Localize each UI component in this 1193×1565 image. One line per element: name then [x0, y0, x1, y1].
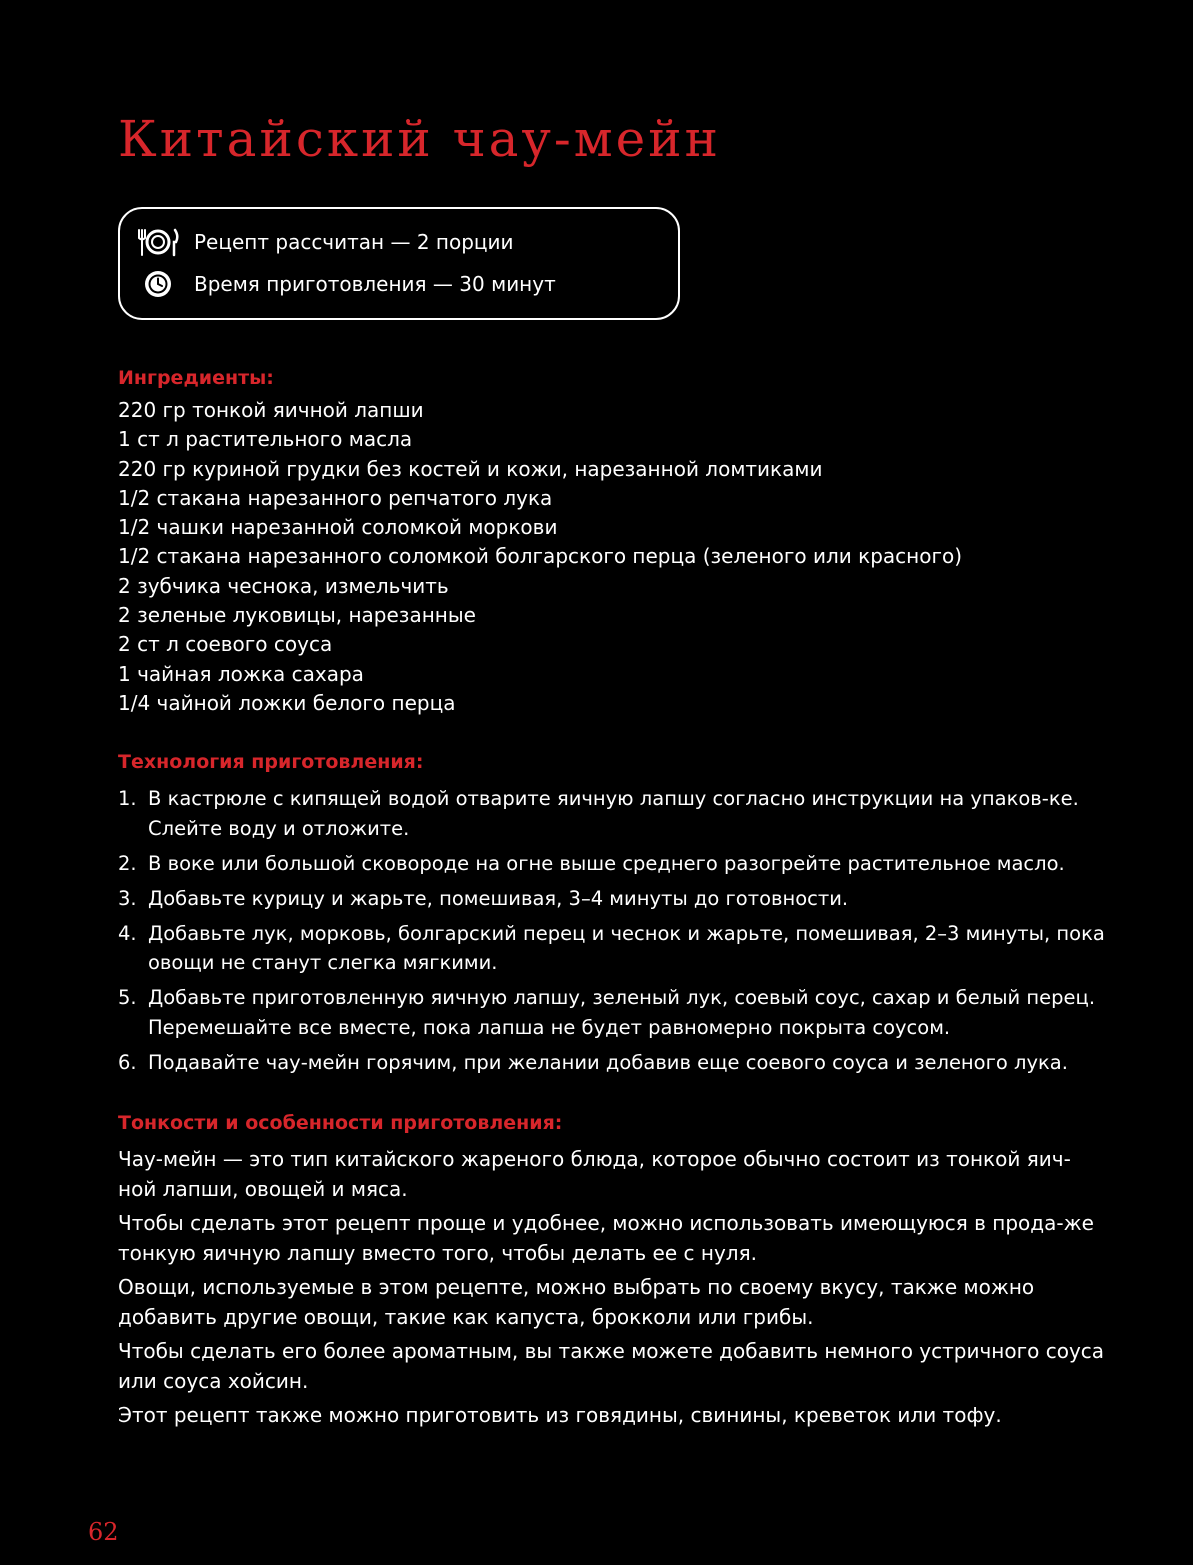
servings-text: Рецепт рассчитан — 2 порции	[194, 230, 514, 254]
servings-row	[134, 226, 514, 258]
step-text: Добавьте курицу и жарьте, помешивая, 3–4 минуты до готовности.	[148, 886, 849, 910]
ingredient-item: 2 зеленые луковицы, нарезанные	[118, 603, 476, 628]
steps-list	[118, 784, 1108, 1083]
tip-paragraph: Чтобы сделать его более ароматным, вы также можете добавить немного устричного соуса или соуса хойсин.	[118, 1339, 1105, 1393]
time-text: Время приготовления — 30 минут	[194, 272, 556, 296]
tip-paragraph: Чау-мейн — это тип китайского жареного блюда, которое обычно состоит из тонкой яич-ной лапши, овощей и мяса.	[118, 1147, 1071, 1201]
step-text: Добавьте приготовленную яичную лапшу, зеленый лук, соевый соус, сахар и белый перец. Перемешайте все вместе, пока лапша не будет равномерно покрыта соусом.	[148, 986, 1096, 1039]
tips-section	[118, 1145, 1108, 1436]
tip-paragraph: Чтобы сделать этот рецепт проще и удобнее, можно использовать имеющуюся в прода-же тонкую яичную лапшу вместо того, чтобы делать ее с нуля.	[118, 1211, 1094, 1265]
step-number: 6.	[118, 1050, 137, 1074]
step-item	[118, 919, 1108, 978]
step-text: В воке или большой сковороде на огне выше среднего разогрейте растительное масло.	[148, 851, 1065, 875]
step-item	[118, 1048, 1108, 1078]
step-number: 2.	[118, 851, 137, 875]
step-text: Добавьте лук, морковь, болгарский перец и чеснок и жарьте, помешивая, 2–3 минуты, пока овощи не станут слегка мягкими.	[148, 921, 1105, 974]
ingredient-item: 1 чайная ложка сахара	[118, 661, 364, 686]
step-number: 5.	[118, 986, 137, 1009]
ingredient-item: 1/4 чайной ложки белого перца	[118, 690, 456, 715]
ingredient-item: 220 гр куриной грудки без костей и кожи, нарезанной ломтиками	[118, 456, 823, 481]
step-item	[118, 983, 1108, 1042]
step-item	[118, 784, 1108, 843]
step-number: 1.	[118, 787, 137, 810]
recipe-info-box	[118, 207, 680, 320]
ingredient-item: 1 ст л растительного масла	[118, 427, 413, 452]
tip-paragraph: Овощи, используемые в этом рецепте, можно выбрать по своему вкусу, также можно добавить другие овощи, такие как капуста, брокколи или грибы.	[118, 1275, 1035, 1329]
time-row	[134, 268, 556, 300]
technology-heading: Технология приготовления:	[118, 751, 424, 773]
ingredients-heading: Ингредиенты:	[118, 367, 274, 389]
plate-cutlery-icon	[134, 226, 182, 258]
tips-heading: Тонкости и особенности приготовления:	[118, 1112, 563, 1134]
step-item	[118, 884, 1108, 914]
ingredients-list	[118, 396, 962, 718]
clock-icon	[134, 268, 182, 300]
ingredient-item: 220 гр тонкой яичной лапши	[118, 398, 424, 422]
step-number: 4.	[118, 921, 137, 945]
tip-paragraph: Этот рецепт также можно приготовить из говядины, свинины, креветок или тофу.	[118, 1403, 1002, 1427]
recipe-title: Китайский чау-мейн	[118, 110, 721, 168]
page-number: 62	[88, 1518, 119, 1546]
ingredient-item: 1/2 стакана нарезанного репчатого лука	[118, 485, 553, 510]
ingredient-item: 1/2 чашки нарезанной соломкой моркови	[118, 515, 558, 540]
step-number: 3.	[118, 886, 137, 910]
step-text: В кастрюле с кипящей водой отварите яичную лапшу согласно инструкции на упаков-ке. Слейте воду и отложите.	[148, 787, 1079, 840]
ingredient-item: 2 ст л соевого соуса	[118, 632, 333, 657]
ingredient-item: 2 зубчика чеснока, измельчить	[118, 573, 449, 598]
ingredient-item: 1/2 стакана нарезанного соломкой болгарского перца (зеленого или красного)	[118, 544, 962, 569]
step-text: Подавайте чау-мейн горячим, при желании добавив еще соевого соуса и зеленого лука.	[148, 1050, 1068, 1074]
step-item	[118, 849, 1108, 879]
